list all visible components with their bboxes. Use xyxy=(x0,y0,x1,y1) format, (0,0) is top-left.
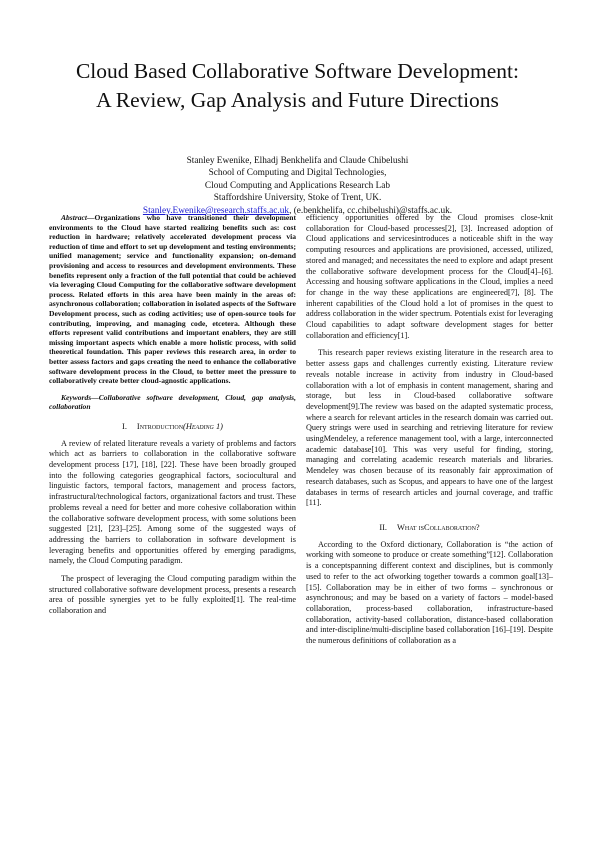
paragraph: efficiency opportunities offered by the Cloud promises close-knit collaboration for Cloud-based processes[2], [3]. Increased adoption of Cloud applications and servicesintroduces a noticeable shift in the way computing resources and applications are provisioned, accessed, utilized, stored and managed; and necessitates the need to explore and adapt present the collaborative software development process for the Cloud[4]–[6]. Accessing and housing software applications in the Cloud, implies a need for change in the way these applications are engineered[7], [8]. The inherent capabilities of the Cloud hold a lot of promises in the quest to address collaboration in the wider spectrum. Potentials exist for leveraging Cloud capabilities to adapt software development stages for better collaboration and efficiency[1]. xyxy=(306,213,553,340)
section-title-prefix: What is xyxy=(397,522,425,532)
abstract-label: Abstract xyxy=(61,213,87,222)
paragraph: A review of related literature reveals a variety of problems and factors which act as barriers to collaboration in the collaborative software development process [17], [18], [22]. These have been broadly grouped into the following categories geographical factors, sociocultural and linguistic factors, temporal factors, management and process factors, infrastructural/technological factors, organizational factors and trust. These problems reveal a need for better and more cohesive collaboration within the collaborative software development process, with some solutions been suggested [21], [23]–[25]. Among some of the suggested ways of addressing the barriers to collaboration in software development is leveraging benefits and opportunities offered by emerging paradigms, namely, the Cloud Computing paradigm. xyxy=(49,438,296,566)
section-title-suffix: (Heading 1) xyxy=(183,421,223,431)
section-title: Collaboration? xyxy=(424,522,480,532)
author-university: Staffordshire University, Stoke of Trent, UK. xyxy=(213,193,382,204)
abstract-text: —Organizations who have transitioned their development environments to the Cloud have started realizing benefits such as: cost reduction in hardware; relatively accelerated development process via reduction of time and effort to set up development and testing environments; unified management; service and functionality expansion; on-demand provisioning and access to resources and development environments. These benefits represent only a fraction of the full potential that could be achieved via leveraging Cloud Computing for the collaborative software development process. Related efforts in this area have been mainly in the areas of: asynchronous collaboration; collaboration in isolated aspects of the Software Development process, such as coding activities; use of open-source tools for contributing, improving, and managing code, etcetera. Although these efforts represent valid contributions and important enablers, they are still missing important aspects which enable a more holistic process, with solid theoretical foundation. This paper reviews this research area, in order to better assess factors and gaps creating the need to enhance the collaborative software development process in the Cloud, to better meet the pressure to collaboratively create better cloud-agnostic applications. xyxy=(49,213,296,386)
section-title: Introduction xyxy=(136,421,184,431)
author-names: Stanley Ewenike, Elhadj Benkhelifa and Claude Chibelushi xyxy=(186,156,409,166)
section-heading-1 xyxy=(49,422,296,433)
section-number: II. xyxy=(379,522,388,532)
email-link[interactable]: Stanley.Ewenike@research.staffs.ac.uk xyxy=(142,205,290,216)
author-block xyxy=(40,155,555,217)
left-column xyxy=(49,213,296,617)
email-rest: , (e.benkhelifa, cc.chibelushi)@staffs.ac.uk. xyxy=(289,205,453,216)
title-line-1: Cloud Based Collaborative Software Development: xyxy=(75,59,520,83)
right-column xyxy=(306,213,553,647)
abstract xyxy=(49,213,296,386)
section-heading-2 xyxy=(306,523,553,534)
author-lab: Cloud Computing and Applications Research Lab xyxy=(204,180,391,191)
paragraph: This research paper reviews existing literature in the research area to better assess gaps and challenges currently existing. Literature review reveals notable increase in activity from industry in Cloud-based collaboration with a lot of emphasis in content management, sharing and storage, but less in Cloud-based collaborative software development[9].The review was based on the adapted systematic process, where a search for relevant articles in the research domain was carried out. Query strings were used in searching and retrieving literature for review usingMendeley, a reference management tool, with a large, interconnected academic database[10]. This was very useful for finding, storing, managing and correlating academic research materials and libraries. Mendeley was chosen because of its reasonably fair approximation of research databases, such as Scopus, and appears to have one of the largest databases in terms of research articles and journal coverage, and traffic [11]. xyxy=(306,348,553,508)
section-number: I. xyxy=(122,421,127,431)
paragraph: According to the Oxford dictionary, Collaboration is “the action of working with someone to produce or create something”[12]. Collaboration is a conceptspanning different context and disciplines, but is commonly used to refer to the act ofworking together towards a common goal[13]–[15]. Collaboration may be in either of two forms – synchronous or asynchronous; and may be based on a variety of factors – model-based collaboration, process-based collaboration, infrastructure-based collaboration, activity-based collaboration, distance-based collaboration and inter-discipline/multi-discipline based collaboration [16]–[19]. Despite the numerous definitions of collaboration as a xyxy=(306,539,553,646)
paragraph: The prospect of leveraging the Cloud computing paradigm within the structured collaborative software development process, presents a research area of possible synergies yet to be fully exploited[1]. The real-time collaboration and xyxy=(49,574,296,616)
paper-title xyxy=(20,57,575,115)
keywords: Keywords—Collaborative software development, Cloud, gap analysis, collaboration xyxy=(49,392,296,412)
title-line-2: A Review, Gap Analysis and Future Directions xyxy=(96,88,499,112)
author-school: School of Computing and Digital Technologies, xyxy=(208,168,387,179)
